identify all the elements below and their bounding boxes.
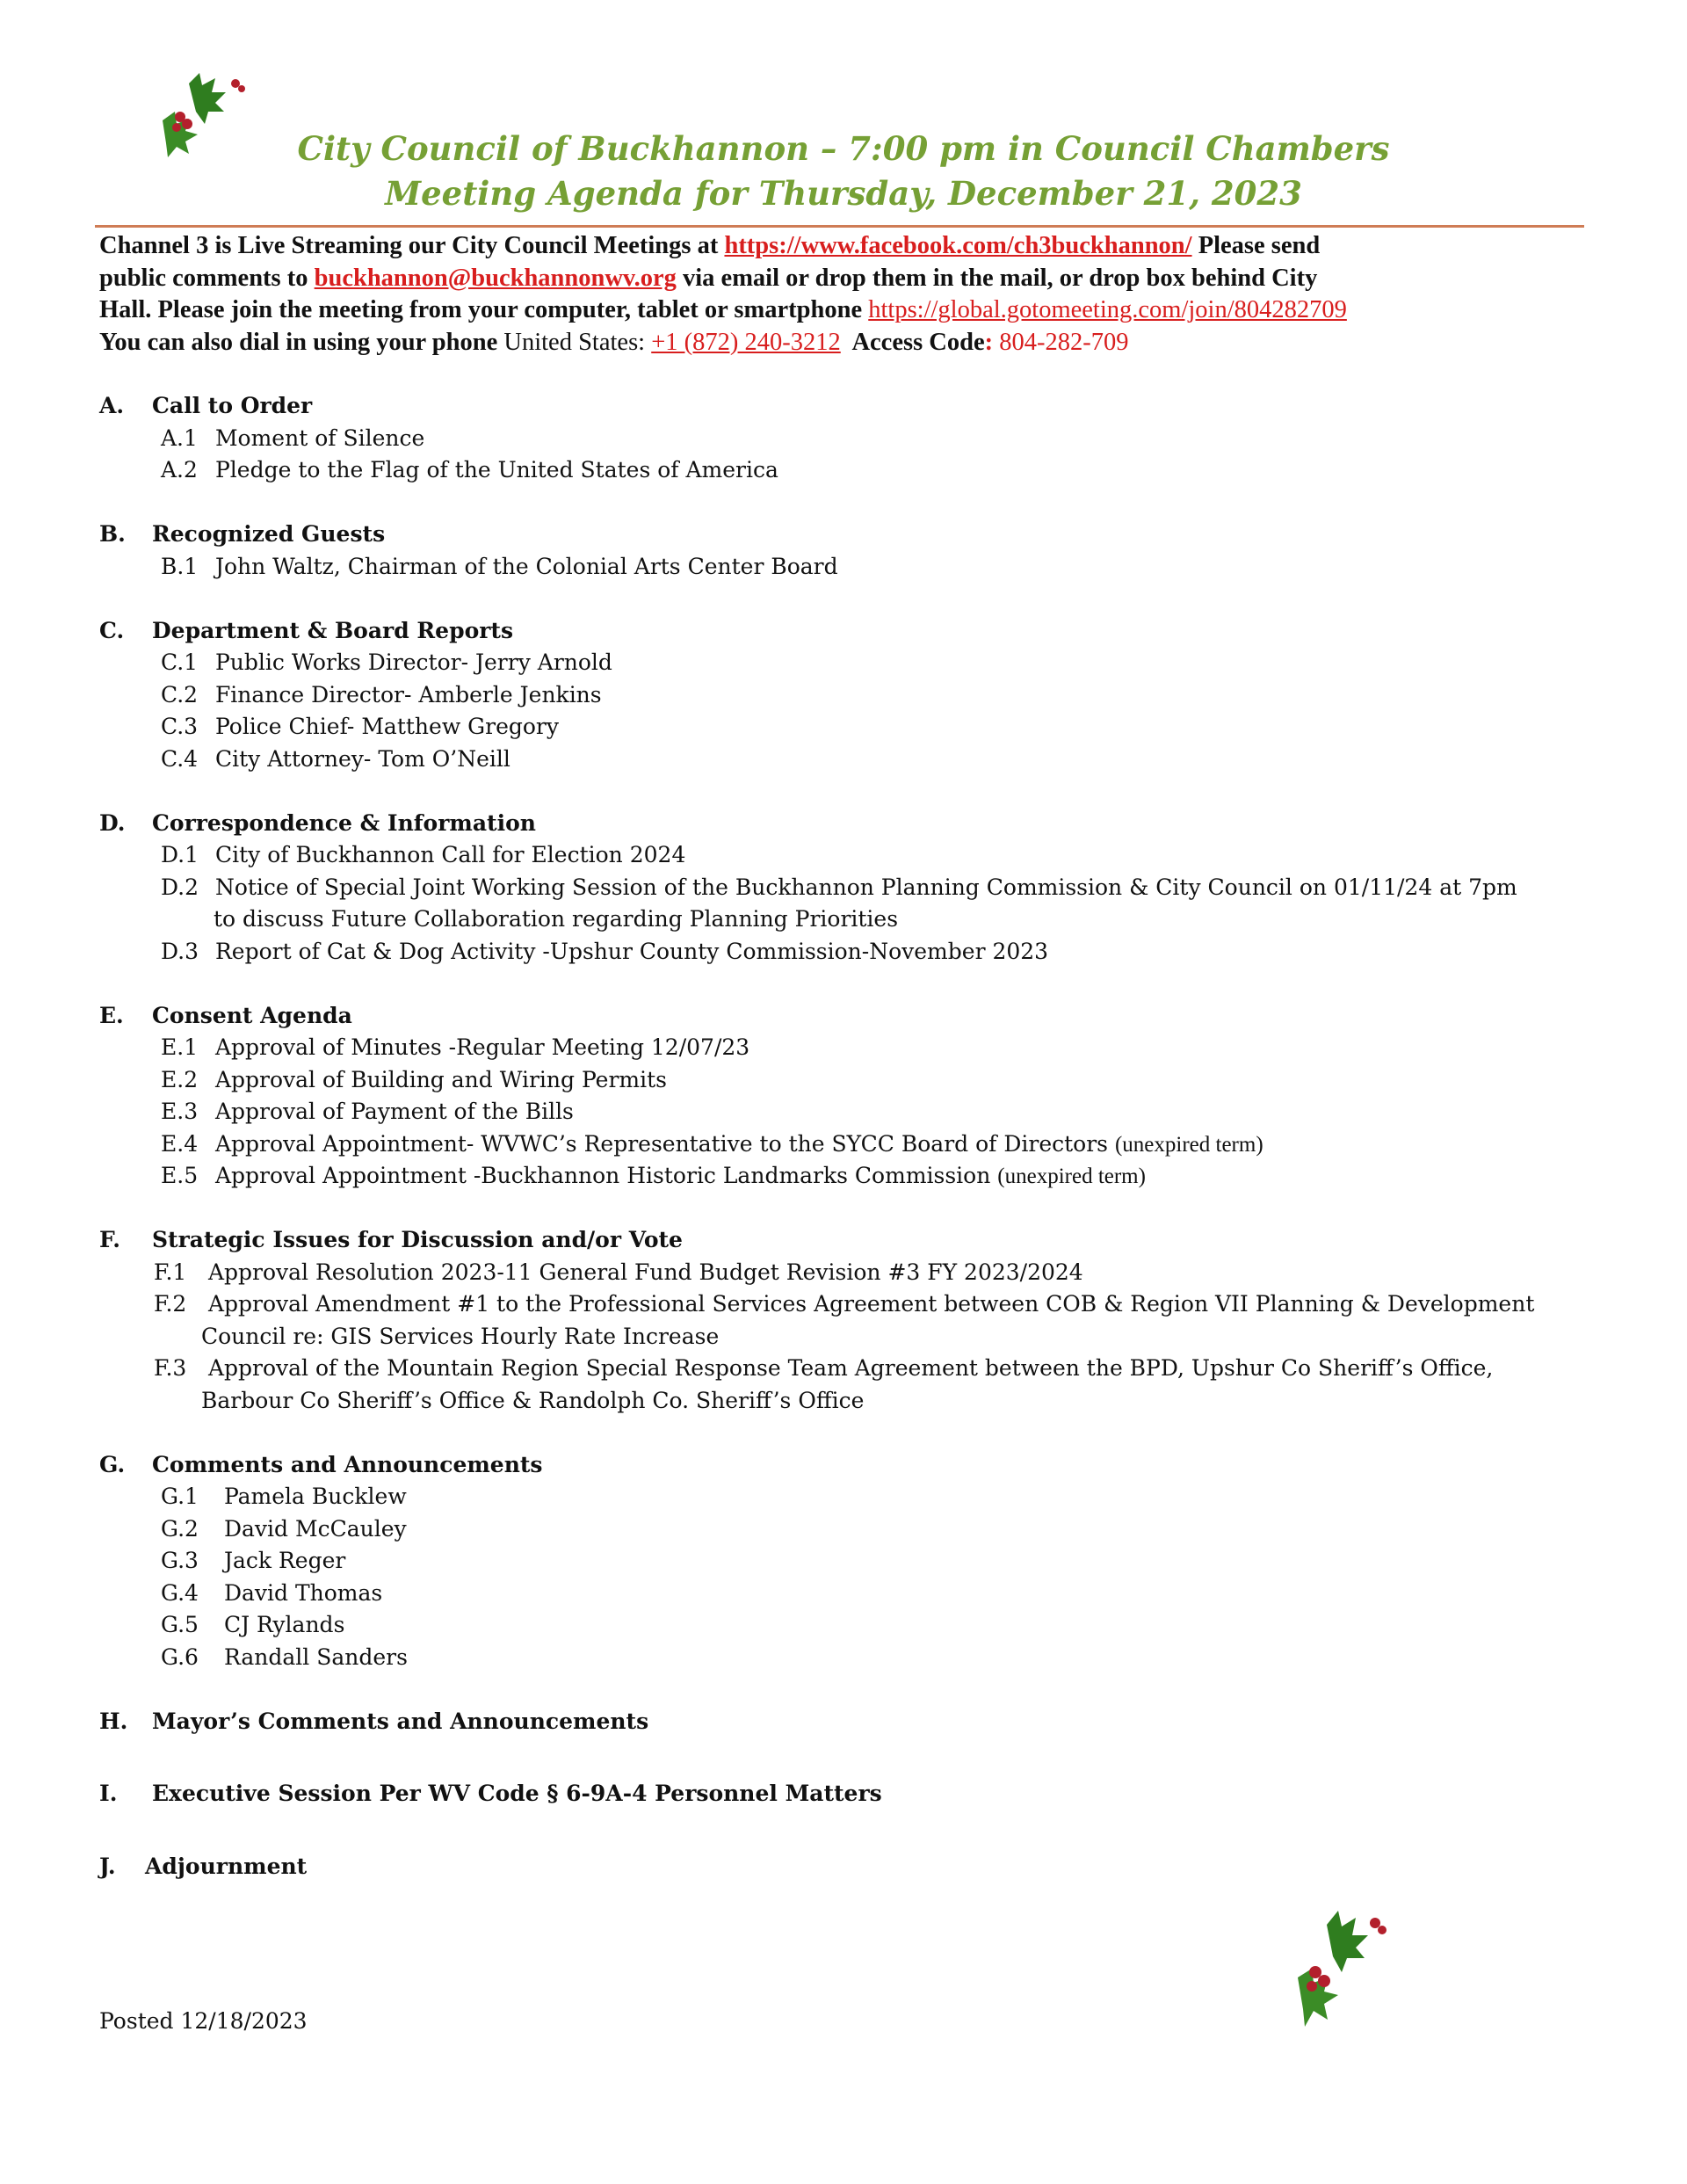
agenda-section-j — [99, 1851, 1611, 1883]
item-text: Jack Reger — [223, 1548, 346, 1573]
access-code-label: Access Code — [840, 328, 985, 356]
item-text: Approval Appointment- WVWC’s Representative to the SYCC Board of Directors — [214, 1130, 1109, 1157]
facebook-link[interactable]: https://www.facebook.com/ch3buckhannon/ — [724, 232, 1192, 259]
section-title: Comments and Announcements — [152, 1451, 543, 1477]
item-code: E.1 — [161, 1034, 199, 1060]
section-title: Correspondence & Information — [152, 809, 536, 836]
section-heading — [99, 615, 1611, 648]
item-code: E.3 — [161, 1099, 199, 1124]
agenda-item — [99, 744, 1611, 776]
section-title: Adjournment — [145, 1853, 308, 1879]
agenda-section-b — [99, 519, 1611, 583]
access-code-value: 804-282-709 — [993, 328, 1129, 356]
agenda-item — [99, 1064, 1611, 1097]
agenda-section-d — [99, 808, 1611, 969]
agenda-item — [99, 1128, 1611, 1161]
item-code: F.3 — [154, 1355, 187, 1381]
item-code: E.4 — [161, 1130, 199, 1157]
agenda-item — [99, 1642, 1611, 1674]
meeting-title: City Council of Buckhannon – 7:00 pm in Council Chambers — [297, 129, 1390, 168]
item-text: David McCauley — [223, 1515, 407, 1542]
meeting-date-title: Meeting Agenda for Thursday, December 21, 2023 — [385, 174, 1302, 213]
notice-text: Hall. Please join the meeting from your computer, tablet or smartphone — [99, 296, 869, 323]
agenda-item — [99, 551, 1611, 584]
agenda-item — [99, 711, 1611, 744]
section-heading — [99, 1224, 1611, 1257]
section-heading — [99, 1778, 1611, 1810]
item-code: C.4 — [161, 745, 199, 772]
item-text: Approval of the Mountain Region Special Response Team Agreement between the BPD, Upshur Co Sheriff’s Office, — [207, 1355, 1494, 1381]
notice-line — [99, 294, 1593, 327]
notice-text: Please send — [1191, 232, 1321, 259]
section-title: Consent Agenda — [152, 1002, 352, 1028]
item-code: D.1 — [161, 842, 199, 867]
item-text: City Attorney- Tom O’Neill — [214, 745, 510, 772]
item-text: Pledge to the Flag of the United States of America — [214, 457, 778, 483]
section-heading — [99, 808, 1611, 840]
item-continuation: to discuss Future Collaboration regarding Planning Priorities — [214, 906, 899, 932]
item-text: Approval of Minutes -Regular Meeting 12/07/23 — [214, 1034, 750, 1060]
item-text: Approval of Building and Wiring Permits — [214, 1066, 667, 1092]
country-label: United States: — [503, 328, 652, 356]
section-heading — [99, 1449, 1611, 1482]
section-heading — [99, 390, 1611, 423]
section-heading — [99, 1000, 1611, 1033]
agenda-section-h — [99, 1706, 1611, 1738]
item-code: G.6 — [161, 1643, 199, 1670]
item-text: City of Buckhannon Call for Election 2024 — [214, 842, 686, 867]
access-code-colon: : — [984, 328, 994, 356]
section-title: Strategic Issues for Discussion and/or Vote — [152, 1227, 683, 1252]
agenda-item — [99, 936, 1611, 969]
section-letter: I. — [99, 1781, 118, 1806]
section-heading — [99, 519, 1611, 551]
notice-text: You can also dial in using your phone — [99, 328, 504, 356]
item-note: (unexpired term) — [997, 1165, 1146, 1188]
agenda-item — [99, 1481, 1611, 1513]
item-text: Report of Cat & Dog Activity -Upshur County Commission-November 2023 — [214, 938, 1049, 964]
item-code: A.2 — [161, 457, 198, 483]
item-code: D.2 — [161, 874, 199, 900]
agenda-list — [99, 390, 1611, 1915]
item-text: Approval of Payment of the Bills — [214, 1099, 574, 1124]
item-text: Approval Appointment -Buckhannon Historic Landmarks Commission — [214, 1163, 991, 1188]
section-letter: C. — [99, 617, 125, 643]
item-code: A.1 — [161, 424, 198, 451]
agenda-item — [99, 839, 1611, 872]
item-code: G.5 — [161, 1612, 199, 1637]
item-code: G.3 — [161, 1548, 199, 1573]
agenda-section-e — [99, 1000, 1611, 1193]
section-letter: F. — [99, 1227, 120, 1252]
agenda-item — [99, 872, 1611, 904]
section-title: Call to Order — [152, 393, 313, 418]
item-note: (unexpired term) — [1114, 1132, 1263, 1157]
item-code: E.2 — [161, 1066, 199, 1092]
email-link[interactable]: buckhannon@buckhannonwv.org — [314, 264, 677, 292]
agenda-item — [99, 1160, 1611, 1193]
item-text: Notice of Special Joint Working Session of the Buckhannon Planning Commission & City Council on 01/11/24 at 7pm — [214, 874, 1517, 900]
agenda-item — [99, 454, 1611, 487]
section-letter: B. — [99, 521, 126, 547]
section-title: Executive Session Per WV Code § 6-9A-4 Personnel Matters — [152, 1781, 882, 1806]
agenda-item — [99, 1032, 1611, 1064]
notice-line — [99, 327, 1593, 359]
item-text: Approval Amendment #1 to the Professional Services Agreement between COB & Region VII Planning & Development — [207, 1291, 1535, 1317]
item-continuation: Barbour Co Sheriff’s Office & Randolph Co. Sheriff’s Office — [201, 1387, 865, 1413]
section-title: Department & Board Reports — [152, 617, 514, 643]
item-text: Moment of Silence — [214, 424, 425, 451]
agenda-section-c — [99, 615, 1611, 776]
item-code: D.3 — [161, 938, 199, 964]
item-code: G.4 — [161, 1579, 199, 1606]
item-text: Approval Resolution 2023-11 General Fund Budget Revision #3 FY 2023/2024 — [207, 1259, 1083, 1285]
section-title: Recognized Guests — [152, 521, 386, 547]
streaming-notice — [99, 230, 1593, 359]
agenda-section-f — [99, 1224, 1611, 1417]
agenda-item — [99, 647, 1611, 679]
agenda-item — [99, 1288, 1611, 1321]
item-continuation: Council re: GIS Services Hourly Rate Increase — [201, 1323, 720, 1349]
agenda-item — [99, 1609, 1611, 1642]
notice-line — [99, 230, 1593, 263]
item-text: Finance Director- Amberle Jenkins — [214, 681, 602, 707]
item-text: Public Works Director- Jerry Arnold — [214, 649, 612, 675]
item-code: F.2 — [154, 1291, 187, 1317]
agenda-section-i — [99, 1778, 1611, 1810]
section-letter: A. — [99, 393, 125, 418]
section-letter: D. — [99, 809, 126, 836]
section-letter: H. — [99, 1708, 128, 1734]
notice-text: via email or drop them in the mail, or drop box behind City — [676, 264, 1318, 292]
item-code: F.1 — [154, 1259, 187, 1285]
agenda-item — [99, 1096, 1611, 1128]
item-text: Police Chief- Matthew Gregory — [214, 714, 560, 739]
notice-text: Channel 3 is Live Streaming our City Council Meetings at — [99, 232, 725, 259]
section-letter: G. — [99, 1451, 126, 1477]
item-code: G.1 — [161, 1484, 199, 1509]
section-heading — [99, 1706, 1611, 1738]
section-title: Mayor’s Comments and Announcements — [152, 1708, 649, 1734]
header-divider — [95, 225, 1584, 228]
item-code: C.1 — [161, 649, 199, 675]
item-text: John Waltz, Chairman of the Colonial Arts Center Board — [214, 553, 838, 579]
posted-date: Posted 12/18/2023 — [99, 2008, 308, 2034]
item-text: David Thomas — [223, 1579, 383, 1606]
phone-link[interactable]: +1 (872) 240-3212 — [651, 328, 841, 356]
item-code: C.3 — [161, 714, 199, 739]
section-letter: J. — [99, 1853, 116, 1879]
agenda-item — [99, 679, 1611, 712]
agenda-section-g — [99, 1449, 1611, 1674]
agenda-item — [99, 1578, 1611, 1610]
notice-text: public comments to — [99, 264, 315, 292]
item-code: G.2 — [161, 1515, 199, 1542]
item-code: E.5 — [161, 1163, 199, 1188]
agenda-item — [99, 1257, 1611, 1289]
agenda-item — [99, 1545, 1611, 1578]
section-letter: E. — [99, 1002, 124, 1028]
item-text: Randall Sanders — [223, 1643, 408, 1670]
item-text: CJ Rylands — [223, 1612, 345, 1637]
item-code: B.1 — [161, 553, 199, 579]
agenda-section-a — [99, 390, 1611, 487]
item-code: C.2 — [161, 681, 199, 707]
holly-icon — [1287, 1898, 1388, 2030]
agenda-item — [99, 1353, 1611, 1385]
gotomeeting-link[interactable]: https://global.gotomeeting.com/join/804282709 — [868, 296, 1347, 323]
section-heading — [99, 1851, 1611, 1883]
item-text: Pamela Bucklew — [223, 1484, 407, 1509]
notice-line — [99, 263, 1593, 295]
agenda-item — [99, 1513, 1611, 1546]
agenda-item — [99, 423, 1611, 455]
